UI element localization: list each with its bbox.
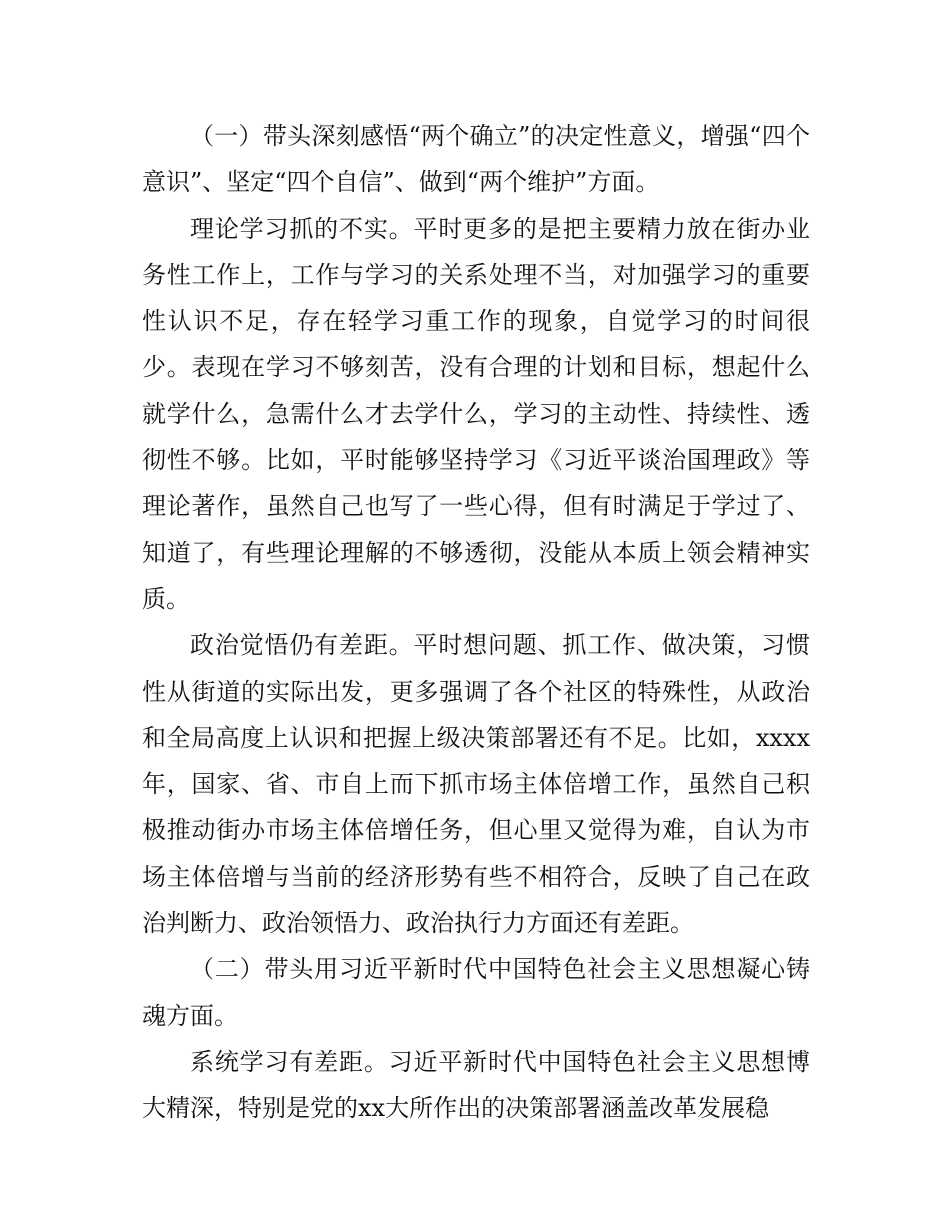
section-heading-2: （二）带头用习近平新时代中国特色社会主义思想凝心铸魂方面。 [142,955,810,1030]
section-heading-1: （一）带头深刻感悟“两个确立”的决定性意义，增强“四个意识”、坚定“四个自信”、做到“两个维护”方面。 [142,122,810,197]
document-body [142,113,810,1132]
body-paragraph-systematic-study: 系统学习有差距。习近平新时代中国特色社会主义思想博大精深，特别是党的xx大所作出的决策部署涵盖改革发展稳 [142,1047,810,1123]
body-paragraph-theory-study: 理论学习抓的不实。平时更多的是把主要精力放在街办业务性工作上，工作与学习的关系处理不当，对加强学习的重要性认识不足，存在轻学习重工作的现象，自觉学习的时间很少。表现在学习不够刻苦，没有合理的计划和目标，想起什么就学什么，急需什么才去学什么，学习的主动性、持续性、透彻性不够。比如，平时能够坚持学习《习近平谈治国理政》等理论著作，虽然自己也写了一些心得，但有时满足于学过了、知道了，有些理论理解的不够透彻，没能从本质上领会精神实质。 [142,214,810,613]
body-paragraph-political-awareness: 政治觉悟仍有差距。平时想问题、抓工作、做决策，习惯性从街道的实际出发，更多强调了各个社区的特殊性，从政治和全局高度上认识和把握上级决策部署还有不足。比如，xxxx年，国家、省、市自上而下抓市场主体倍增工作，虽然自己积极推动街办市场主体倍增任务，但心里又觉得为难，自认为市场主体倍增与当前的经济形势有些不相符合，反映了自己在政治判断力、政治领悟力、政治执行力方面还有差距。 [142,631,810,938]
